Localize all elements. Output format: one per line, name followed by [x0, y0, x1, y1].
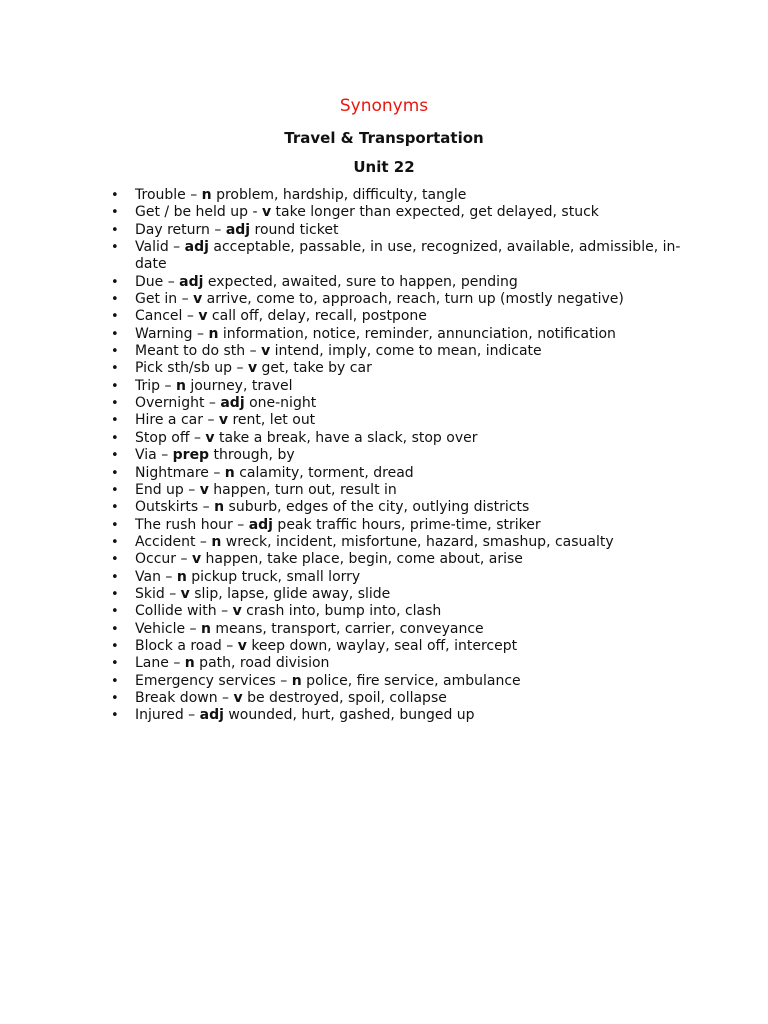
list-item: [111, 395, 685, 412]
list-item: [111, 620, 685, 638]
part-of-speech: v: [191, 551, 202, 568]
list-item: [111, 308, 685, 325]
term: Occur –: [135, 551, 192, 568]
bullet-icon: •: [111, 344, 119, 360]
synonyms: calamity, torment, dread: [234, 464, 414, 481]
bullet-icon: •: [111, 708, 119, 724]
synonyms: slip, lapse, glide away, slide: [189, 585, 391, 602]
bullet-icon: •: [111, 361, 119, 377]
term: Skid –: [135, 585, 181, 602]
term: Lane –: [135, 655, 185, 672]
synonyms: information, notice, reminder, annunciation, notification: [218, 325, 616, 342]
term: Get in –: [135, 291, 194, 308]
bullet-icon: •: [111, 378, 119, 394]
synonyms: get, take by car: [257, 360, 372, 377]
list-item: [111, 447, 685, 464]
part-of-speech: v: [193, 291, 203, 308]
list-item: [111, 464, 685, 482]
synonyms: path, road division: [194, 655, 330, 672]
term: Accident –: [135, 533, 212, 550]
bullet-icon: •: [111, 482, 119, 498]
synonyms: happen, turn out, result in: [208, 481, 397, 498]
bullet-icon: •: [111, 205, 119, 221]
synonyms: peak traffic hours, prime-time, striker: [272, 516, 541, 533]
bullet-icon: •: [111, 326, 119, 342]
synonyms: call off, delay, recall, postpone: [207, 308, 427, 325]
part-of-speech: adj: [179, 273, 204, 290]
bullet-icon: •: [111, 413, 119, 429]
unit-heading: Unit 22: [353, 158, 415, 176]
bullet-icon: •: [111, 465, 119, 481]
part-of-speech: v: [180, 585, 190, 602]
list-item: [111, 499, 685, 516]
synonyms: expected, awaited, sure to happen, pending: [203, 273, 518, 290]
synonyms: take longer than expected, get delayed, stuck: [271, 204, 599, 221]
term: Overnight –: [135, 395, 221, 412]
bullet-icon: •: [111, 396, 119, 412]
part-of-speech: v: [247, 360, 258, 377]
term: Break down –: [135, 689, 234, 706]
bullet-icon: •: [111, 292, 119, 308]
part-of-speech: n: [211, 533, 222, 550]
synonyms: wreck, incident, misfortune, hazard, smashup, casualty: [221, 533, 614, 550]
term: End up –: [135, 481, 200, 498]
list-item: [111, 429, 685, 447]
list-item: [111, 239, 685, 274]
part-of-speech: n: [175, 377, 186, 394]
synonyms: crash into, bump into, clash: [241, 603, 442, 620]
bullet-icon: •: [111, 274, 119, 290]
part-of-speech: v: [218, 412, 229, 429]
term: Van –: [135, 568, 177, 585]
term: Warning –: [135, 325, 209, 342]
list-item: [111, 360, 685, 377]
part-of-speech: n: [291, 672, 302, 689]
synonyms: keep down, waylay, seal off, intercept: [246, 637, 518, 654]
bullet-icon: •: [111, 673, 119, 689]
synonyms: be destroyed, spoil, collapse: [242, 689, 447, 706]
synonyms: problem, hardship, difficulty, tangle: [211, 187, 467, 203]
term: Stop off –: [135, 429, 206, 446]
bullet-icon: •: [111, 517, 119, 533]
term: Nightmare –: [135, 464, 225, 481]
bullet-icon: •: [111, 188, 119, 203]
term: Via –: [135, 447, 173, 464]
list-item: [111, 533, 685, 551]
bullet-icon: •: [111, 569, 119, 585]
list-item: [111, 637, 685, 655]
list-item: [111, 273, 685, 291]
term: Vehicle –: [135, 620, 201, 637]
synonyms: arrive, come to, approach, reach, turn up (mostly negative): [202, 291, 624, 308]
term: Pick sth/sb up –: [135, 360, 248, 377]
bullet-icon: •: [111, 309, 119, 325]
part-of-speech: adj: [225, 221, 251, 238]
document-subtitle: Travel & Transportation: [284, 129, 484, 147]
part-of-speech: n: [224, 464, 235, 481]
synonyms: journey, travel: [185, 377, 293, 394]
list-item: [111, 516, 685, 534]
list-item: [111, 551, 685, 568]
list-item: [111, 481, 685, 499]
term: The rush hour –: [135, 516, 249, 533]
synonyms: through, by: [209, 447, 295, 464]
synonyms: acceptable, passable, in use, recognized, available, admissible, in-date: [135, 239, 681, 273]
part-of-speech: adj: [184, 239, 209, 256]
term: Trip –: [135, 377, 176, 394]
part-of-speech: prep: [172, 447, 210, 464]
term: Meant to do sth –: [135, 343, 262, 360]
synonyms: police, fire service, ambulance: [301, 672, 521, 689]
term: Emergency services –: [135, 672, 292, 689]
term: Get / be held up -: [135, 204, 262, 221]
term: Outskirts –: [135, 499, 215, 516]
list-item: [111, 689, 685, 707]
term: Block a road –: [135, 637, 238, 654]
list-item: [111, 568, 685, 586]
bullet-icon: •: [111, 448, 119, 464]
term: Injured –: [135, 707, 200, 724]
bullet-icon: •: [111, 240, 119, 256]
bullet-icon: •: [111, 638, 119, 654]
list-item: [111, 204, 685, 221]
part-of-speech: n: [200, 620, 211, 637]
part-of-speech: v: [198, 308, 208, 325]
bullet-icon: •: [111, 552, 119, 568]
synonyms: take a break, have a slack, stop over: [214, 429, 478, 446]
bullet-icon: •: [111, 621, 119, 637]
term: Valid –: [135, 239, 185, 256]
synonyms: one-night: [244, 395, 317, 412]
synonyms: intend, imply, come to mean, indicate: [270, 343, 542, 360]
list-item: [111, 412, 685, 429]
part-of-speech: adj: [248, 516, 273, 533]
list-item: [111, 291, 685, 308]
synonyms: suburb, edges of the city, outlying districts: [224, 499, 530, 516]
term: Due –: [135, 273, 180, 290]
list-item: [111, 377, 685, 395]
list-item: [111, 707, 685, 724]
list-item: [111, 585, 685, 603]
part-of-speech: v: [205, 429, 215, 446]
synonyms: rent, let out: [228, 412, 316, 429]
bullet-icon: •: [111, 222, 119, 238]
part-of-speech: n: [214, 499, 225, 516]
list-item: [111, 325, 685, 343]
list-item: [111, 343, 685, 360]
vocabulary-list: [111, 187, 685, 725]
term: Cancel –: [135, 308, 199, 325]
term: Hire a car –: [135, 412, 219, 429]
list-item: [111, 603, 685, 620]
part-of-speech: v: [261, 343, 271, 360]
part-of-speech: n: [201, 187, 212, 203]
bullet-icon: •: [111, 500, 119, 516]
part-of-speech: v: [261, 204, 272, 221]
synonyms: wounded, hurt, gashed, bunged up: [223, 707, 475, 724]
bullet-icon: •: [111, 586, 119, 602]
part-of-speech: v: [237, 637, 247, 654]
bullet-icon: •: [111, 604, 119, 620]
part-of-speech: n: [176, 568, 187, 585]
term: Day return –: [135, 221, 226, 238]
synonyms: happen, take place, begin, come about, arise: [201, 551, 523, 568]
part-of-speech: n: [184, 655, 195, 672]
part-of-speech: n: [208, 325, 219, 342]
list-item: [111, 221, 685, 239]
bullet-icon: •: [111, 690, 119, 706]
synonyms: pickup truck, small lorry: [186, 568, 361, 585]
part-of-speech: v: [232, 603, 242, 620]
synonyms: means, transport, carrier, conveyance: [210, 620, 484, 637]
bullet-icon: •: [111, 430, 119, 446]
list-item: [111, 655, 685, 672]
bullet-icon: •: [111, 534, 119, 550]
synonyms: round ticket: [250, 221, 339, 238]
part-of-speech: v: [199, 481, 209, 498]
part-of-speech: v: [233, 689, 243, 706]
term: Trouble –: [135, 187, 202, 203]
part-of-speech: adj: [220, 395, 245, 412]
term: Collide with –: [135, 603, 233, 620]
bullet-icon: •: [111, 656, 119, 672]
document-title: Synonyms: [339, 96, 429, 116]
part-of-speech: adj: [199, 707, 224, 724]
list-item: [111, 187, 685, 204]
list-item: [111, 672, 685, 690]
